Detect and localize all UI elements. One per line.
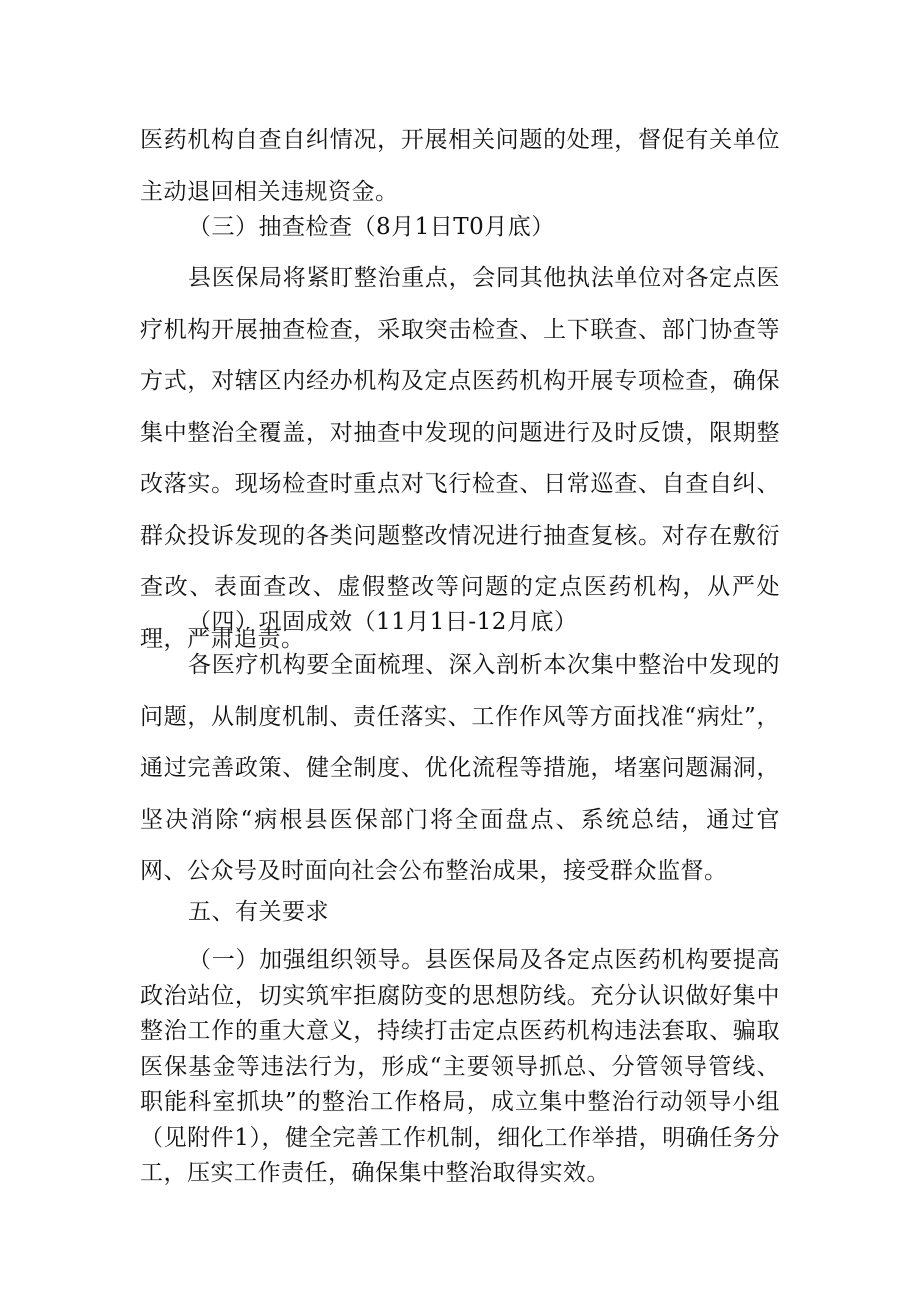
paragraph-consolidate: 各医疗机构要全面梳理、深入剖析本次集中整治中发现的问题，从制度机制、责任落实、工作作风等方面找准“病灶”，通过完善政策、健全制度、优化流程等措施，堵塞问题漏洞，坚决消除“病根县医保部门将全面盘点、系统总结，通过官网、公众号及时面向社会公布整治成果，接受群众监督。: [140, 652, 780, 884]
section-heading-spot-check: （三）抽查检查（8月1日T0月底）: [188, 214, 555, 240]
paragraph-leadership: （一）加强组织领导。县医保局及各定点医药机构要提高政治站位，切实筑牢拒腐防变的思想防线。充分认识做好集中整治工作的重大意义，持续打击定点医药机构违法套取、骗取医保基金等违法行为，形成“主要领导抓总、分管领导管线、职能科室抓块”的整治工作格局，成立集中整治行动领导小组（见附件1），健全完善工作机制，细化工作举措，明确任务分工，压实工作责任，确保集中整治取得实效。: [140, 947, 780, 1186]
section-heading-consolidate: （四）巩固成效（11月1日-12月底）: [188, 609, 578, 635]
paragraph-spot-check: 县医保局将紧盯整治重点，会同其他执法单位对各定点医疗机构开展抽查检查，采取突击检查、上下联查、部门协查等方式，对辖区内经办机构及定点医药机构开展专项检查，确保集中整治全覆盖，对抽查中发现的问题进行及时反馈，限期整改落实。现场检查时重点对飞行检查、日常巡查、自查自纠、群众投诉发现的各类问题整改情况进行抽查复核。对存在敷衍查改、表面查改、虚假整改等问题的定点医药机构，从严处理，严肃追责。: [140, 265, 780, 652]
paragraph-continuation: 医药机构自查自纠情况，开展相关问题的处理，督促有关单位主动退回相关违规资金。: [140, 127, 780, 205]
section-heading-requirements: 五、有关要求: [188, 899, 329, 925]
